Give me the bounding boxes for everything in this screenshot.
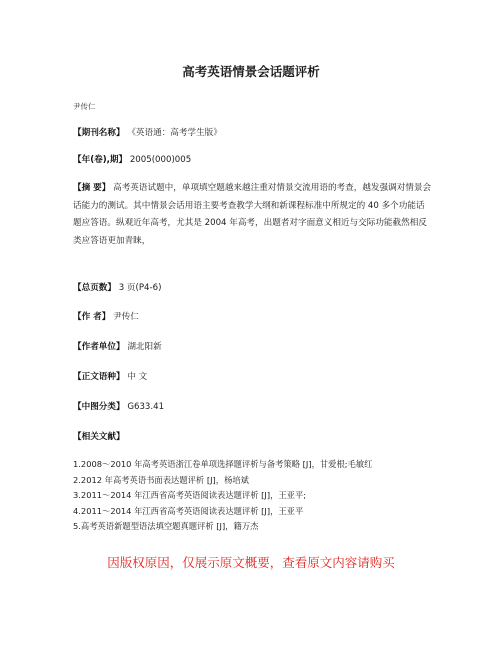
classification-value: G633.41	[127, 402, 165, 412]
unit-value: 湖北阳新	[127, 342, 162, 352]
unit-key: 【作者单位】	[73, 342, 125, 352]
reference-item[interactable]: 4.2011～2014 年江西省高考英语阅读表达题评析 [J]，王亚平	[73, 505, 304, 516]
journal-value: 《英语通：高考学生版》	[127, 128, 222, 138]
journal-field	[73, 125, 433, 141]
reference-item[interactable]: 3.2011～2014 年江西省高考英语阅读表达题评析 [J]，王亚平;	[73, 490, 307, 500]
related-literature-heading	[73, 429, 433, 445]
year-value: 2005(000)005	[129, 155, 192, 165]
page-title: 高考英语情景会话题评析	[182, 64, 320, 79]
classification-field	[73, 399, 433, 415]
pages-value: 3 页(P4-6)	[118, 283, 162, 293]
pages-key: 【总页数】	[73, 283, 116, 293]
abstract-value: 高考英语试题中，单项填空题越来越注重对情景交流用语的考查，越发强调对情景会话能力的测试。其中情景会话用语主要考查教学大纲和新课程标准中所规定的 40 多个功能话题应答语。纵观近年高考，尤其是 2004 年高考，出题者对字面意义相近与交际功能截然相反类应答语更加青睐，	[73, 183, 432, 246]
reference-item[interactable]: 2.2012 年高考英语书面表达题评析 [J]，杨培斌	[73, 474, 249, 485]
unit-field	[73, 339, 433, 355]
author-key: 【作 者】	[73, 312, 111, 322]
abstract-key: 【摘 要】	[73, 183, 111, 193]
author-value: 尹传仁	[113, 312, 139, 322]
language-field	[73, 369, 433, 385]
reference-list	[73, 457, 453, 535]
language-value: 中 文	[127, 372, 148, 382]
language-key: 【正文语种】	[73, 372, 125, 382]
copyright-purchase-notice[interactable]: 因版权原因，仅展示原文概要，查看原文内容请购买	[107, 555, 395, 570]
author-field	[73, 309, 433, 325]
related-literature-key: 【相关文献】	[73, 432, 125, 442]
classification-key: 【中图分类】	[73, 402, 125, 412]
author-line: 尹传仁	[73, 102, 96, 111]
year-key: 【年(卷),期】	[73, 155, 128, 165]
abstract-field	[73, 180, 433, 250]
journal-key: 【期刊名称】	[73, 128, 125, 138]
pages-field	[73, 280, 433, 296]
year-field	[73, 152, 433, 168]
reference-item[interactable]: 1.2008～2010 年高考英语浙江卷单项选择题评析与备考策略 [J]，甘爱根;毛敏红	[73, 459, 373, 469]
reference-item[interactable]: 5.高考英语新题型语法填空题真题评析 [J]，籍万杰	[73, 521, 259, 531]
